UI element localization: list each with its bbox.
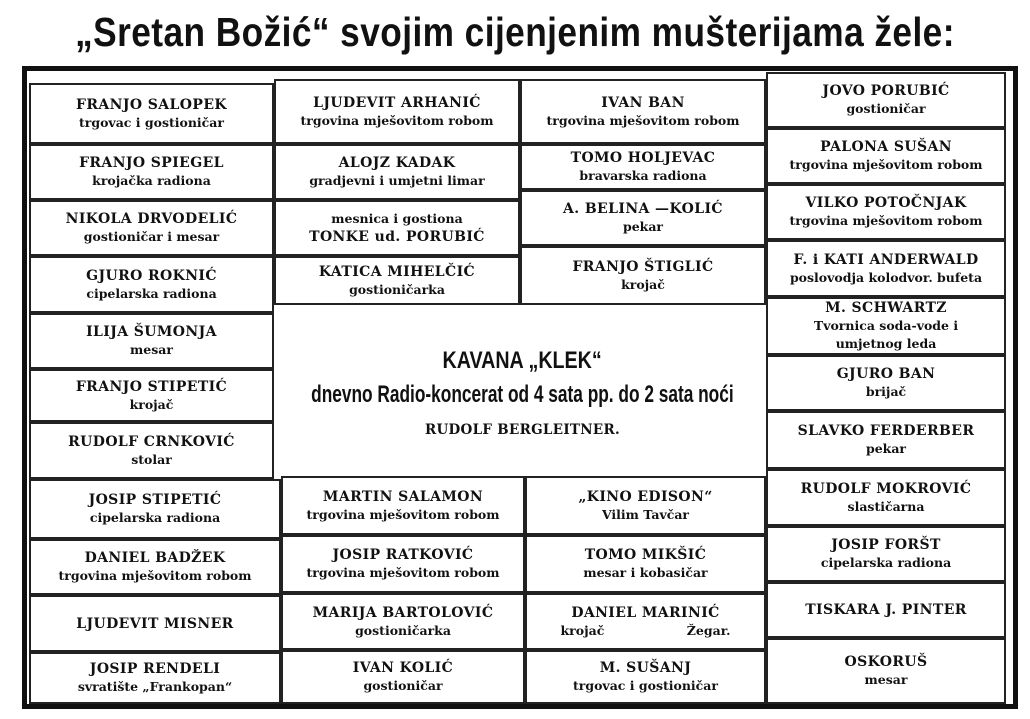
business-name: JOSIP RATKOVIĆ <box>332 547 474 563</box>
business-description: mesar <box>864 672 908 687</box>
ad-cell <box>766 355 1006 411</box>
business-description: gostioničarka <box>349 281 445 297</box>
ad-cell <box>520 190 766 246</box>
business-name: LJUDEVIT ARHANIĆ <box>313 94 481 111</box>
ad-cell <box>29 256 274 313</box>
ad-cell <box>29 83 274 144</box>
business-description: pekar <box>865 441 907 456</box>
business-name: FRANJO STIPETIĆ <box>75 378 228 395</box>
business-name: M. SCHWARTZ <box>825 300 947 316</box>
ad-cell <box>766 128 1006 184</box>
business-location: Žegar. <box>686 622 731 638</box>
business-description: cipelarska radiona <box>820 555 952 570</box>
business-name: A. BELINA —KOLIĆ <box>563 201 723 217</box>
business-name: TOMO MIKŠIĆ <box>584 547 707 563</box>
ad-cell <box>29 479 281 539</box>
business-description: bravarska radiona <box>579 168 707 183</box>
kavana-subtitle: dnevno Radio-koncerat od 4 sata pp. do 2 sata noći <box>311 380 734 408</box>
business-description <box>561 622 731 640</box>
ad-cell <box>766 582 1006 638</box>
business-name: JOSIP STIPETIĆ <box>88 492 222 508</box>
kavana-klek-ad <box>279 305 766 476</box>
business-name: IVAN KOLIĆ <box>352 660 454 676</box>
ad-cell <box>29 313 274 369</box>
business-description: trgovina mješovitom robom <box>306 565 500 580</box>
business-name: RUDOLF CRNKOVIĆ <box>68 433 235 450</box>
business-name: VILKO POTOČNJAK <box>805 195 967 211</box>
business-description: umjetnog leda <box>835 336 937 351</box>
business-description: cipelarska radiona <box>86 285 217 301</box>
ad-cell <box>520 144 766 190</box>
ad-cell <box>525 476 766 535</box>
ad-cell <box>766 411 1006 469</box>
ad-cell <box>766 72 1006 128</box>
ad-cell <box>766 240 1006 297</box>
business-description: poslovodja kolodvor. bufeta <box>789 269 983 285</box>
business-description: brijač <box>865 384 907 399</box>
business-description: gostioničar <box>363 678 443 693</box>
business-name: ILIJA ŠUMONJA <box>86 324 217 340</box>
ad-cell <box>29 539 281 595</box>
business-name: RUDOLF MOKROVIĆ <box>800 480 972 497</box>
business-name: SLAVKO FERDERBER <box>797 423 975 439</box>
ad-cell <box>29 652 281 704</box>
business-description: trgovina mješovitom robom <box>789 213 983 228</box>
ad-cell <box>281 593 525 650</box>
business-name: MARTIN SALAMON <box>322 488 484 505</box>
business-description: pekar <box>622 219 664 234</box>
business-description: krojačka radiona <box>92 173 211 188</box>
business-name: GJURO BAN <box>836 366 936 382</box>
business-description: Vilim Tavčar <box>601 506 690 522</box>
ad-cell <box>766 297 1006 355</box>
business-name: F. i KATI ANDERWALD <box>793 251 979 268</box>
business-description: trgovina mješovitom robom <box>546 112 740 128</box>
ad-cell <box>766 469 1006 526</box>
business-description: stolar <box>131 451 172 467</box>
business-name: „KINO EDISON“ <box>578 488 713 505</box>
business-name: TOMO HOLJEVAC <box>570 150 716 166</box>
ad-cell <box>525 650 766 704</box>
ad-cell <box>281 650 525 704</box>
ad-cell <box>766 184 1006 240</box>
business-description: trgovac i gostioničar <box>573 678 718 693</box>
business-name: PALONA SUŠAN <box>820 139 952 155</box>
ad-cell <box>29 369 274 422</box>
business-description: trgovina mješovitom robom <box>58 568 252 583</box>
business-name: OSKORUŠ <box>844 654 928 670</box>
business-trade: krojač <box>560 622 605 638</box>
business-description: slastičarna <box>847 498 925 514</box>
ad-cell <box>281 535 525 593</box>
business-name: FRANJO ŠTIGLIĆ <box>572 258 714 275</box>
business-name: FRANJO SALOPEK <box>76 96 227 113</box>
ad-cell <box>281 476 525 535</box>
ad-cell <box>274 256 520 305</box>
business-name: MARIJA BARTOLOVIĆ <box>312 604 494 621</box>
ad-cell <box>525 593 766 650</box>
business-name: KATICA MIHELČIĆ <box>318 263 476 280</box>
headline: „Sretan Božić“ svojim cijenjenim mušterijama žele: <box>75 9 955 55</box>
business-description: trgovina mješovitom robom <box>300 112 494 128</box>
business-description: gostioničar i mesar <box>83 229 220 244</box>
business-name: DANIEL BADŽEK <box>84 550 226 566</box>
ad-cell <box>29 200 274 256</box>
business-description: cipelarska radiona <box>89 510 221 525</box>
ad-cell <box>525 535 766 593</box>
business-name: DANIEL MARINIĆ <box>571 604 720 621</box>
business-description: gradjevni i umjetni limar <box>309 173 485 188</box>
business-name: ALOJZ KADAK <box>338 155 456 171</box>
ad-cell <box>29 595 281 652</box>
business-description: mesnica i gostiona <box>331 211 463 226</box>
business-name: JOSIP RENDELI <box>89 661 221 677</box>
ad-cell <box>274 79 520 144</box>
ad-cell <box>29 422 274 479</box>
business-description: krojač <box>129 396 174 412</box>
business-name: LJUDEVIT MISNER <box>76 615 234 632</box>
ad-cell <box>520 79 766 144</box>
business-description: trgovac i gostioničar <box>79 114 224 130</box>
kavana-owner: RUDOLF BERGLEITNER. <box>424 421 621 438</box>
ad-cell <box>766 638 1006 704</box>
kavana-title: KAVANA „KLEK“ <box>442 346 603 374</box>
business-name: TISKARA J. PINTER <box>805 602 967 618</box>
business-name: GJURO ROKNIĆ <box>86 267 217 284</box>
business-description: Tvornica soda-vode i <box>813 318 959 333</box>
ad-cell <box>274 144 520 200</box>
ad-cell <box>274 200 520 256</box>
business-description: trgovina mješovitom robom <box>306 506 500 522</box>
ad-cell <box>29 144 274 200</box>
business-name: TONKE ud. PORUBIĆ <box>309 229 485 245</box>
business-description: gostioničarka <box>355 622 451 638</box>
business-description: mesar <box>130 342 173 357</box>
business-name: NIKOLA DRVODELIĆ <box>65 211 238 227</box>
business-description: krojač <box>621 276 665 292</box>
business-name: JOSIP FORŠT <box>831 537 941 553</box>
business-name: IVAN BAN <box>601 94 685 111</box>
business-name: JOVO PORUBIĆ <box>822 83 950 99</box>
ad-cell <box>520 246 766 305</box>
business-description: mesar i kobasičar <box>583 565 708 580</box>
business-name: FRANJO SPIEGEL <box>79 155 224 171</box>
business-description: trgovina mješovitom robom <box>789 157 983 172</box>
ad-cell <box>766 526 1006 582</box>
business-name: M. SUŠANJ <box>599 660 692 676</box>
business-description: svratište „Frankopan“ <box>77 679 233 694</box>
business-description: gostioničar <box>846 101 926 116</box>
